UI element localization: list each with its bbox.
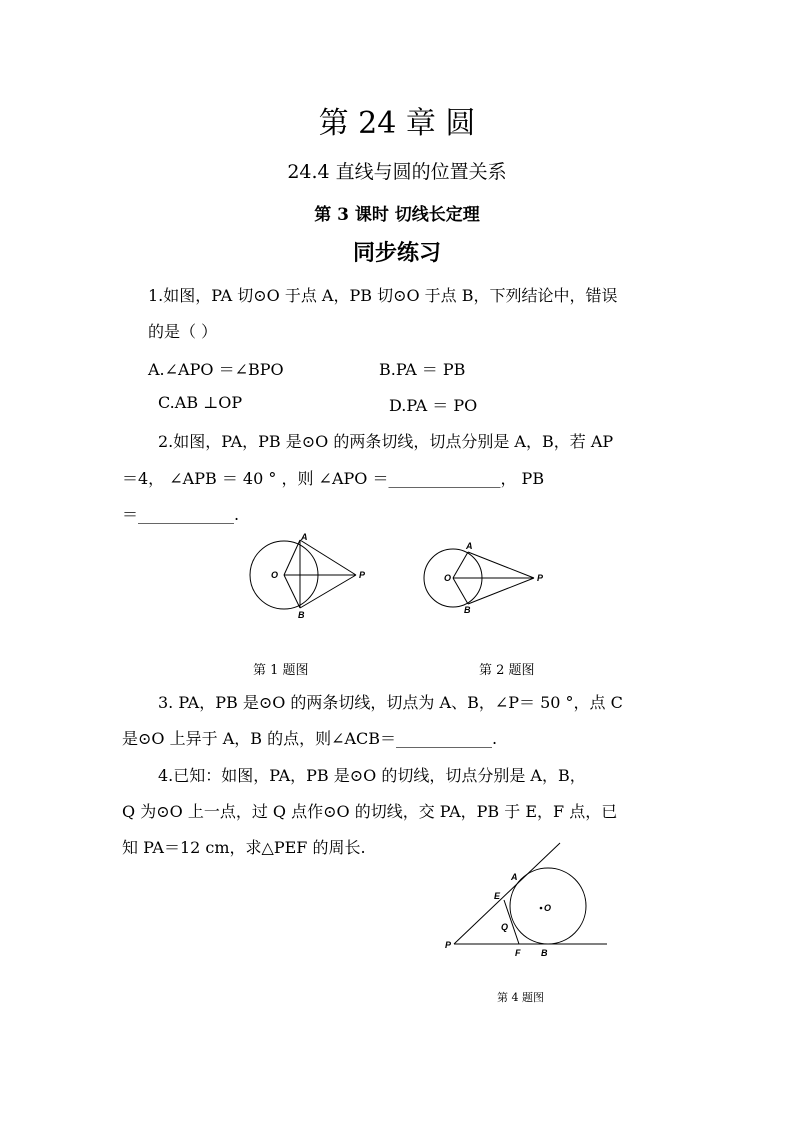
fig4-label-q: Q	[501, 922, 509, 932]
fig4-label-p: P	[445, 940, 452, 950]
q2-line3: ＝____________.	[122, 505, 240, 524]
lesson-title: 第 3 课时 切线长定理	[314, 205, 480, 225]
q1-option-c: C.AB ⊥OP	[158, 393, 243, 412]
fig2-label-b: B	[464, 605, 471, 615]
figure-2-caption: 第 2 题图	[479, 663, 535, 678]
figure-4	[440, 840, 615, 965]
q1-option-b: B.PA ＝ PB	[379, 360, 466, 379]
fig2-label-p: P	[537, 573, 544, 583]
fig2-label-o: O	[444, 573, 452, 583]
figure-4-caption: 第 4 题图	[497, 991, 544, 1004]
figure-2	[420, 538, 560, 618]
q3-line1: 3. PA，PB 是⊙O 的两条切线，切点为 A、B，∠P＝ 50 °，点 C	[158, 693, 623, 712]
fig2-label-a: A	[466, 541, 473, 551]
fig1-label-a: A	[301, 532, 308, 542]
q1-option-a: A.∠APO ＝∠BPO	[148, 360, 284, 379]
fig1-label-p: P	[359, 570, 366, 580]
q1-option-d: D.PA ＝ PO	[389, 396, 478, 415]
q2-line1: 2.如图，PA，PB 是⊙O 的两条切线，切点分别是 A，B，若 AP	[158, 432, 614, 451]
fig4-label-f: F	[515, 948, 521, 958]
section-title: 24.4 直线与圆的位置关系	[287, 161, 507, 183]
fig4-label-e: E	[494, 891, 501, 901]
q3-line2: 是⊙O 上异于 A，B 的点，则∠ACB＝____________.	[122, 729, 498, 748]
figure-1-caption: 第 1 题图	[253, 663, 309, 678]
fig4-label-a: A	[511, 872, 518, 882]
chapter-title: 第 24 章 圆	[318, 106, 476, 141]
q4-line2: Q 为⊙O 上一点，过 Q 点作⊙O 的切线，交 PA，PB 于 E，F 点，已	[122, 802, 618, 821]
fig4-label-b: B	[541, 948, 548, 958]
figure-1	[240, 530, 380, 620]
fig1-label-o: O	[271, 570, 279, 580]
q2-line2: ＝4， ∠APB ＝ 40 ° ，则 ∠APO ＝______________， PB	[122, 469, 545, 488]
fig4-label-o: O	[544, 903, 552, 913]
q1-line2: 的是（ ）	[148, 322, 218, 341]
q4-line1: 4.已知：如图，PA，PB 是⊙O 的切线，切点分别是 A，B，	[158, 766, 586, 785]
practice-title: 同步练习	[352, 240, 441, 266]
q4-line3: 知 PA＝12 cm，求△PEF 的周长.	[122, 838, 366, 857]
q1-line1: 1.如图，PA 切⊙O 于点 A，PB 切⊙O 于点 B，下列结论中，错误	[148, 286, 618, 305]
fig1-label-b: B	[298, 610, 305, 620]
